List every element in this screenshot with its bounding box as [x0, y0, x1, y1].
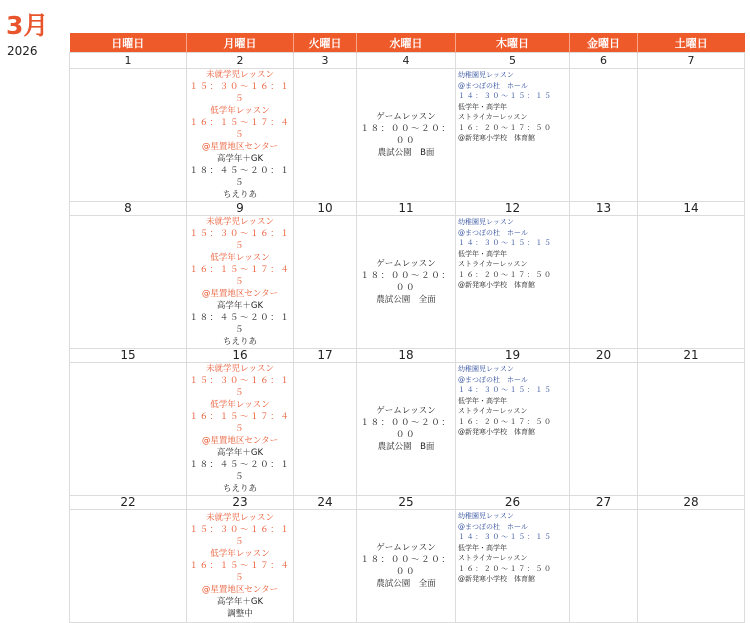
mon-event-line: １５：３０〜１６：１５ — [189, 229, 291, 251]
thu-event-line: 幼稚園児レッスン — [458, 512, 514, 520]
mon-event-line: 未就学児レッスン — [206, 217, 274, 227]
thu-event-line: １６：２０〜１７：５０ — [458, 417, 553, 426]
mon-event-line: １６：１５〜１７：４５ — [189, 561, 291, 583]
mon-event-line: １８：４５〜２０：１５ — [189, 313, 291, 335]
weekday-fri: 金曜日 — [570, 33, 638, 53]
day-cell[interactable] — [570, 363, 638, 496]
date-number[interactable]: 19 — [456, 349, 570, 363]
day-cell[interactable] — [570, 69, 638, 202]
thu-event-line: 低学年・高学年 — [458, 396, 507, 405]
wed-event-line: １８：００〜２０：００ — [360, 124, 452, 146]
mon-event-line: ちえりあ — [222, 484, 257, 494]
weekday-tue: 火曜日 — [294, 33, 357, 53]
thu-event-line: @まつぼの杜 ホール — [458, 522, 528, 531]
event-row — [70, 216, 745, 349]
thu-event-line: １４：３０〜１５：１５ — [458, 92, 553, 100]
date-number[interactable]: 20 — [570, 349, 638, 363]
thu-event-line: 低学年・高学年 — [458, 249, 507, 258]
mon-event-line: １５：３０〜１６：１５ — [189, 525, 291, 547]
mon-event-line: ちえりあ — [222, 190, 257, 200]
wed-event-line: 農試公園 全面 — [376, 579, 436, 589]
thu-event-line: １６：２０〜１７：５０ — [458, 123, 553, 132]
date-number[interactable]: 26 — [456, 496, 570, 510]
event-row — [70, 510, 745, 623]
day-cell[interactable] — [638, 69, 745, 202]
thu-event-line: １６：２０〜１７：５０ — [458, 564, 553, 573]
wed-event-line: １８：００〜２０：００ — [360, 555, 452, 577]
mon-event-line: @星置地区センター — [201, 585, 279, 595]
mon-event-line: １８：４５〜２０：１５ — [189, 166, 291, 188]
weekday-sun: 日曜日 — [70, 33, 187, 53]
day-cell[interactable] — [187, 363, 294, 496]
mon-event-line: １６：１５〜１７：４５ — [189, 412, 291, 434]
date-number[interactable]: 21 — [638, 349, 745, 363]
date-number[interactable]: 11 — [357, 202, 456, 216]
mon-event-line: １６：１５〜１７：４５ — [189, 265, 291, 287]
day-cell[interactable] — [187, 216, 294, 349]
date-number[interactable]: 13 — [570, 202, 638, 216]
mon-event-line: １５：３０〜１６：１５ — [189, 376, 291, 398]
wed-event-line: 農試公園 B面 — [377, 148, 435, 158]
thu-event-line: 低学年・高学年 — [458, 543, 507, 552]
thu-event-line: １６：２０〜１７：５０ — [458, 270, 553, 279]
mon-event-line: 低学年レッスン — [210, 549, 270, 559]
wed-event-line: 農試公園 B面 — [377, 442, 435, 452]
thu-event-line: １４：３０〜１５：１５ — [458, 533, 553, 541]
event-row — [70, 363, 745, 496]
day-cell[interactable] — [70, 363, 187, 496]
thu-event-line: ストライカーレッスン — [458, 260, 528, 268]
day-cell[interactable] — [187, 510, 294, 623]
month-title: 3月 — [6, 11, 49, 40]
day-cell[interactable] — [187, 69, 294, 202]
date-number[interactable]: 1 — [70, 53, 187, 69]
mon-event-line: 未就学児レッスン — [206, 513, 274, 523]
date-number[interactable]: 9 — [187, 202, 294, 216]
date-number[interactable]: 25 — [357, 496, 456, 510]
wed-event-line: ゲームレッスン — [376, 112, 436, 122]
weekday-thu: 木曜日 — [456, 33, 570, 53]
thu-event-line: 幼稚園児レッスン — [458, 365, 514, 373]
date-row — [70, 202, 745, 216]
date-number[interactable]: 17 — [294, 349, 357, 363]
thu-event-line: @まつぼの杜 ホール — [458, 81, 528, 90]
wed-event-line: 農試公園 全面 — [376, 295, 436, 305]
thu-event-line: ストライカーレッスン — [458, 554, 528, 562]
date-number[interactable]: 8 — [70, 202, 187, 216]
thu-event-line: @まつぼの杜 ホール — [458, 375, 528, 384]
day-cell[interactable] — [294, 363, 357, 496]
date-number[interactable]: 22 — [70, 496, 187, 510]
wed-event-line: ゲームレッスン — [376, 259, 436, 269]
day-cell[interactable] — [357, 510, 456, 623]
year-label: 2026 — [7, 44, 38, 58]
wed-event-line: １８：００〜２０：００ — [360, 271, 452, 293]
date-number[interactable]: 10 — [294, 202, 357, 216]
date-number[interactable]: 7 — [638, 53, 745, 69]
day-cell[interactable] — [70, 216, 187, 349]
day-cell[interactable] — [456, 363, 570, 496]
wed-event-line: ゲームレッスン — [376, 406, 436, 416]
date-number[interactable]: 15 — [70, 349, 187, 363]
weekday-header-row — [70, 33, 745, 53]
date-row — [70, 496, 745, 510]
mon-event-line: 高学年＋GK — [216, 154, 264, 164]
mon-event-line: @星置地区センター — [201, 436, 279, 446]
date-number[interactable]: 3 — [294, 53, 357, 69]
date-number[interactable]: 14 — [638, 202, 745, 216]
thu-event-line: 幼稚園児レッスン — [458, 71, 514, 79]
thu-event-line: @まつぼの杜 ホール — [458, 228, 528, 237]
day-cell[interactable] — [570, 510, 638, 623]
date-number[interactable]: 18 — [357, 349, 456, 363]
date-row — [70, 349, 745, 363]
thu-event-line: １４：３０〜１５：１５ — [458, 239, 553, 247]
day-cell[interactable] — [294, 69, 357, 202]
date-number[interactable]: 28 — [638, 496, 745, 510]
mon-event-line: ちえりあ — [222, 337, 257, 347]
wed-event-line: １８：００〜２０：００ — [360, 418, 452, 440]
day-cell[interactable] — [357, 363, 456, 496]
day-cell[interactable] — [357, 69, 456, 202]
date-number[interactable]: 6 — [570, 53, 638, 69]
mon-event-line: 低学年レッスン — [210, 253, 270, 263]
mon-event-line: 調整中 — [227, 609, 253, 619]
day-cell[interactable] — [638, 363, 745, 496]
mon-event-line: @星置地区センター — [201, 289, 279, 299]
mon-event-line: 高学年＋GK — [216, 448, 264, 458]
day-cell[interactable] — [638, 510, 745, 623]
weekday-sat: 土曜日 — [638, 33, 745, 53]
day-cell[interactable] — [294, 510, 357, 623]
mon-event-line: 高学年＋GK — [216, 597, 264, 607]
day-cell[interactable] — [70, 69, 187, 202]
thu-event-line: @新発寒小学校 体育館 — [458, 575, 535, 583]
thu-event-line: 幼稚園児レッスン — [458, 218, 514, 226]
mon-event-line: 低学年レッスン — [210, 106, 270, 116]
mon-event-line: １８：４５〜２０：１５ — [189, 460, 291, 482]
mon-event-line: 未就学児レッスン — [206, 364, 274, 374]
mon-event-line: 高学年＋GK — [216, 301, 264, 311]
day-cell[interactable] — [357, 216, 456, 349]
date-number[interactable]: 24 — [294, 496, 357, 510]
date-number[interactable]: 4 — [357, 53, 456, 69]
day-cell[interactable] — [456, 510, 570, 623]
date-number[interactable]: 2 — [187, 53, 294, 69]
mon-event-line: １５：３０〜１６：１５ — [189, 82, 291, 104]
day-cell[interactable] — [70, 510, 187, 623]
thu-event-line: ストライカーレッスン — [458, 113, 528, 121]
day-cell[interactable] — [456, 216, 570, 349]
mon-event-line: 未就学児レッスン — [206, 70, 274, 80]
date-number[interactable]: 5 — [456, 53, 570, 69]
event-row — [70, 69, 745, 202]
mon-event-line: １６：１５〜１７：４５ — [189, 118, 291, 140]
date-row — [70, 53, 745, 69]
weekday-wed: 水曜日 — [357, 33, 456, 53]
day-cell[interactable] — [456, 69, 570, 202]
mon-event-line: @星置地区センター — [201, 142, 279, 152]
date-number[interactable]: 16 — [187, 349, 294, 363]
mon-event-line: 低学年レッスン — [210, 400, 270, 410]
day-cell[interactable] — [570, 216, 638, 349]
thu-event-line: 低学年・高学年 — [458, 102, 507, 111]
date-number[interactable]: 27 — [570, 496, 638, 510]
weekday-mon: 月曜日 — [187, 33, 294, 53]
thu-event-line: @新発寒小学校 体育館 — [458, 134, 535, 142]
day-cell[interactable] — [638, 216, 745, 349]
calendar-grid — [69, 33, 745, 623]
thu-event-line: ストライカーレッスン — [458, 407, 528, 415]
date-number[interactable]: 23 — [187, 496, 294, 510]
thu-event-line: @新発寒小学校 体育館 — [458, 281, 535, 289]
date-number[interactable]: 12 — [456, 202, 570, 216]
day-cell[interactable] — [294, 216, 357, 349]
wed-event-line: ゲームレッスン — [376, 543, 436, 553]
thu-event-line: １４：３０〜１５：１５ — [458, 386, 553, 394]
thu-event-line: @新発寒小学校 体育館 — [458, 428, 535, 436]
